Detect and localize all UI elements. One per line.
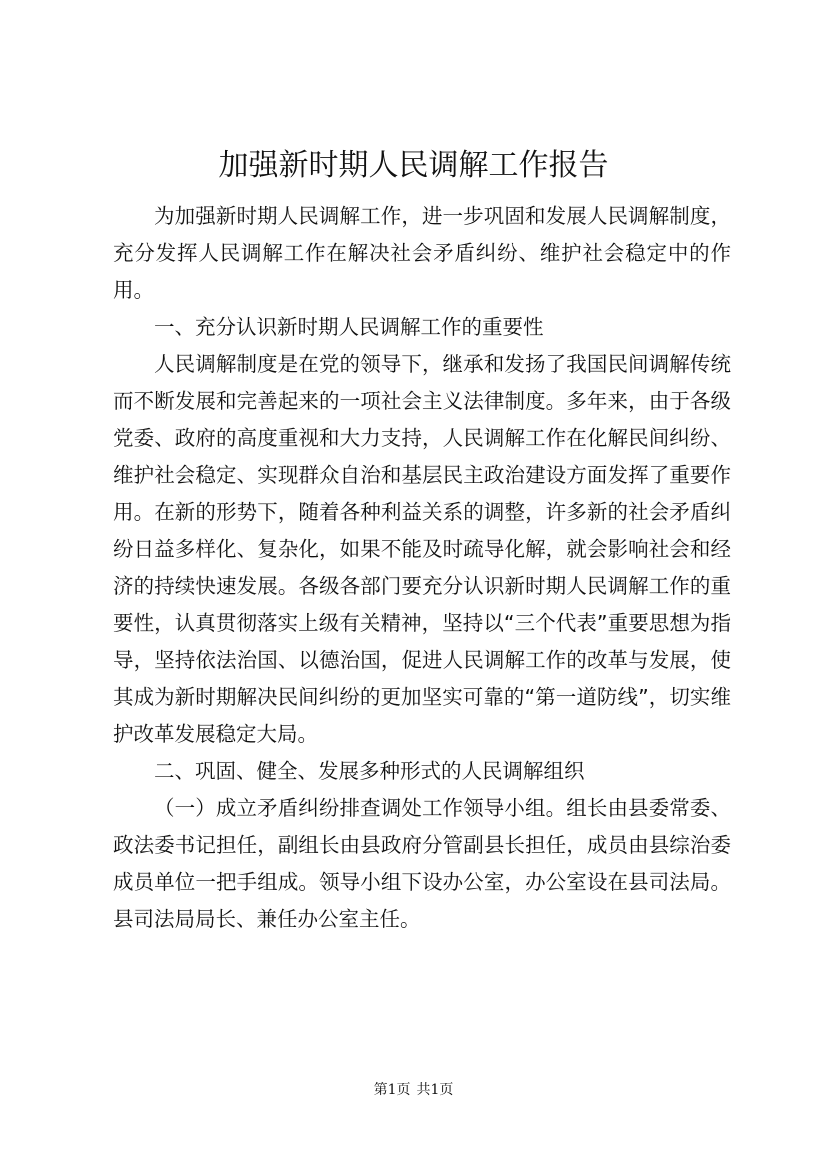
section-heading-2: 二、巩固、健全、发展多种形式的人民调解组织 bbox=[154, 759, 585, 783]
page-footer bbox=[0, 1080, 827, 1100]
page-total: 共1页 bbox=[416, 1082, 454, 1098]
page-number: 第1页 bbox=[373, 1082, 411, 1098]
paragraph-intro: 为加强新时期人民调解工作，进一步巩固和发展人民调解制度，充分发挥人民调解工作在解决社会矛盾纠纷、维护社会稳定中的作用。 bbox=[113, 204, 731, 302]
document-body bbox=[113, 198, 731, 938]
document-title: 加强新时期人民调解工作报告 bbox=[218, 148, 609, 183]
paragraph-section-1: 人民调解制度是在党的领导下，继承和发扬了我国民间调解传统而不断发展和完善起来的一项社会主义法律制度。多年来，由于各级党委、政府的高度重视和大力支持，人民调解工作在化解民间纠纷、维护社会稳定、实现群众自治和基层民主政治建设方面发挥了重要作用。在新的形势下，随着各种利益关系的调整，许多新的社会矛盾纠纷日益多样化、复杂化，如果不能及时疏导化解，就会影响社会和经济的持续快速发展。各级各部门要充分认识新时期人民调解工作的重要性，认真贯彻落实上级有关精神，坚持以“三个代表”重要思想为指导，坚持依法治国、以德治国，促进人民调解工作的改革与发展，使其成为新时期解决民间纠纷的更加坚实可靠的“第一道防线”，切实维护改革发展稳定大局。 bbox=[113, 352, 731, 746]
paragraph-section-2-item-1: （一）成立矛盾纠纷排查调处工作领导小组。组长由县委常委、政法委书记担任，副组长由县政府分管副县长担任，成员由县综治委成员单位一把手组成。领导小组下设办公室，办公室设在县司法局。县司法局局长、兼任办公室主任。 bbox=[113, 796, 731, 931]
section-heading-1: 一、充分认识新时期人民调解工作的重要性 bbox=[154, 315, 544, 339]
